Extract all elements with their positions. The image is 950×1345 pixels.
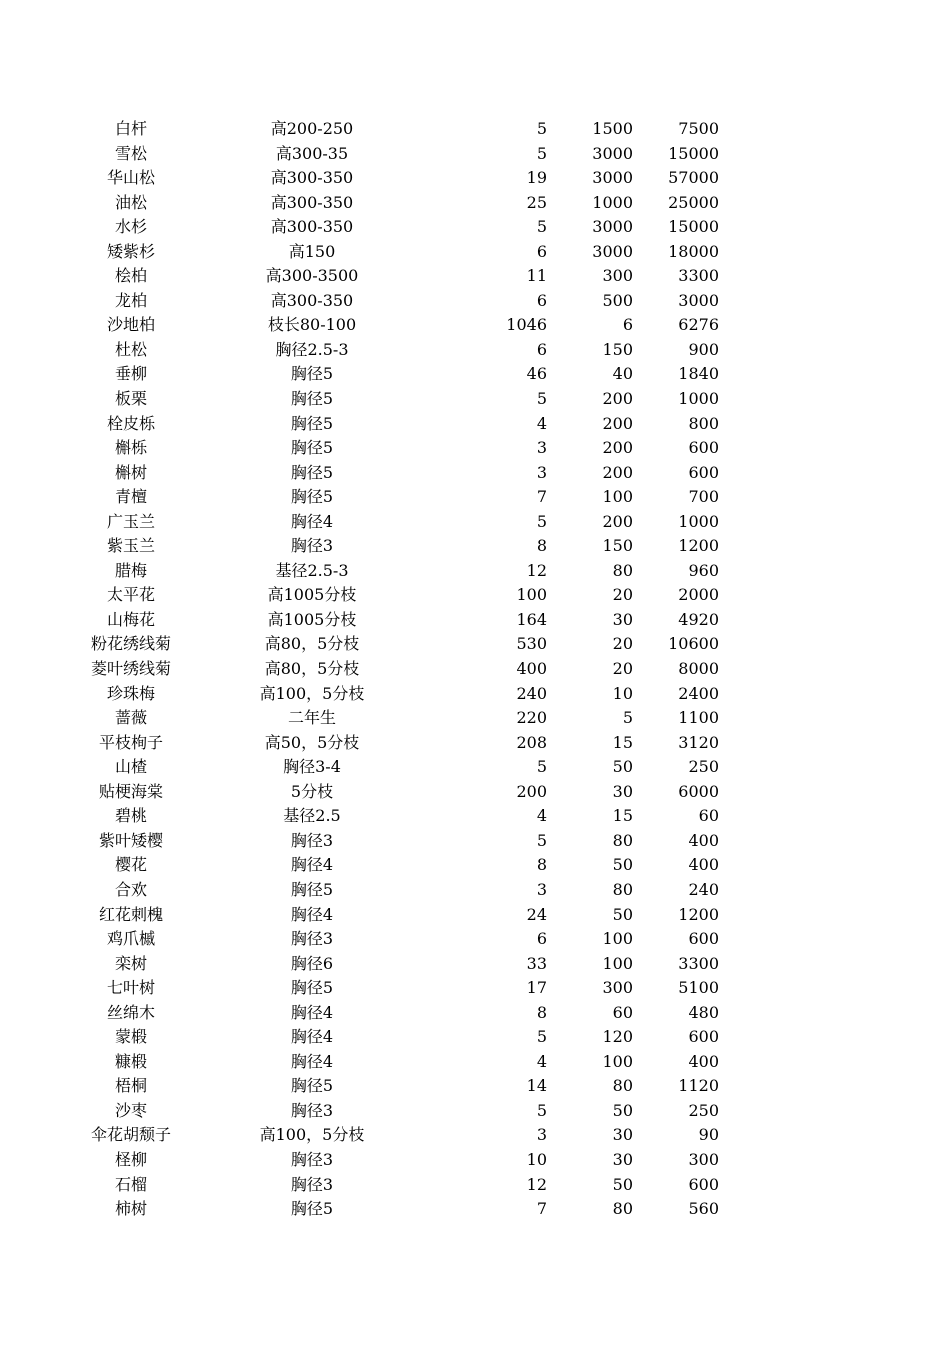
unit-price-cell: 150 — [602, 536, 633, 556]
quantity-cell: 8 — [536, 855, 547, 875]
total-cell: 18000 — [668, 241, 719, 261]
total-cell: 800 — [688, 413, 719, 433]
quantity-cell: 25 — [526, 192, 547, 212]
spec-cell: 高150 — [288, 241, 336, 261]
table-row — [0, 878, 950, 903]
spec-cell: 胸径4 — [290, 1027, 334, 1047]
plant-name-cell: 太平花 — [106, 585, 155, 605]
table-row — [0, 117, 950, 142]
unit-price-cell: 30 — [612, 609, 633, 629]
spec-cell: 胸径6 — [290, 953, 334, 973]
spec-cell: 枝长80-100 — [267, 315, 357, 335]
quantity-cell: 5 — [536, 143, 547, 163]
quantity-cell: 7 — [536, 1199, 547, 1219]
total-cell: 4920 — [678, 609, 719, 629]
spec-cell: 高50，5分枝 — [264, 732, 360, 752]
quantity-cell: 5 — [536, 389, 547, 409]
table-row — [0, 853, 950, 878]
spec-cell: 胸径4 — [290, 855, 334, 875]
quantity-cell: 208 — [516, 732, 547, 752]
plant-name-cell: 白杆 — [114, 119, 147, 138]
quantity-cell: 6 — [536, 290, 547, 310]
unit-price-cell: 200 — [602, 438, 633, 458]
plant-name-cell: 粉花绣线菊 — [90, 634, 171, 654]
table-row — [0, 289, 950, 314]
total-cell: 3000 — [678, 290, 719, 310]
unit-price-cell: 30 — [612, 1125, 633, 1145]
table-row — [0, 952, 950, 977]
unit-price-cell: 300 — [602, 266, 633, 286]
plant-name-cell: 杜松 — [114, 339, 147, 359]
plant-name-cell: 碧桃 — [114, 806, 147, 826]
total-cell: 300 — [688, 1149, 719, 1169]
unit-price-cell: 6 — [622, 315, 633, 335]
table-row — [0, 362, 950, 387]
total-cell: 250 — [688, 757, 719, 777]
unit-price-cell: 80 — [612, 1199, 633, 1219]
unit-price-cell: 60 — [612, 1002, 633, 1022]
spec-cell: 胸径5 — [290, 462, 334, 482]
quantity-cell: 3 — [536, 438, 547, 458]
plant-name-cell: 蒙椴 — [114, 1027, 147, 1047]
unit-price-cell: 80 — [612, 879, 633, 899]
spec-cell: 胸径3 — [290, 536, 334, 556]
quantity-cell: 5 — [536, 830, 547, 850]
total-cell: 600 — [688, 462, 719, 482]
spec-cell: 胸径3 — [290, 1100, 334, 1120]
spec-cell: 高300-3500 — [265, 266, 359, 286]
table-row — [0, 927, 950, 952]
plant-name-cell: 桧柏 — [114, 266, 147, 286]
unit-price-cell: 200 — [602, 413, 633, 433]
table-row — [0, 436, 950, 461]
total-cell: 700 — [688, 487, 719, 507]
table-row — [0, 166, 950, 191]
plant-name-cell: 华山松 — [106, 168, 155, 188]
spec-cell: 胸径3-4 — [283, 757, 341, 777]
total-cell: 250 — [688, 1100, 719, 1120]
table-row — [0, 412, 950, 437]
plant-name-cell: 七叶树 — [106, 978, 155, 998]
plant-name-cell: 油松 — [114, 192, 147, 212]
spec-cell: 胸径5 — [290, 1076, 334, 1096]
table-row — [0, 706, 950, 731]
spec-cell: 胸径4 — [290, 511, 334, 531]
total-cell: 400 — [688, 1051, 719, 1071]
table-row — [0, 976, 950, 1001]
plant-name-cell: 平枝栒子 — [98, 732, 163, 752]
plant-name-cell: 紫玉兰 — [106, 536, 155, 556]
quantity-cell: 24 — [526, 904, 547, 924]
unit-price-cell: 15 — [612, 806, 633, 826]
unit-price-cell: 100 — [602, 929, 633, 949]
spec-cell: 高100，5分枝 — [259, 683, 365, 703]
total-cell: 57000 — [668, 168, 719, 188]
spec-cell: 高300-350 — [270, 168, 354, 188]
plant-name-cell: 槲栎 — [114, 438, 147, 458]
spec-cell: 胸径5 — [290, 487, 334, 507]
quantity-cell: 6 — [536, 241, 547, 261]
quantity-cell: 5 — [536, 757, 547, 777]
table-row — [0, 608, 950, 633]
total-cell: 600 — [688, 1174, 719, 1194]
table-row — [0, 1099, 950, 1124]
plant-name-cell: 水杉 — [114, 217, 147, 237]
plant-name-cell: 石榴 — [114, 1174, 147, 1194]
total-cell: 480 — [688, 1002, 719, 1022]
total-cell: 600 — [688, 1027, 719, 1047]
spec-cell: 高300-350 — [270, 217, 354, 237]
table-row — [0, 1197, 950, 1222]
spec-cell: 5分枝 — [290, 781, 334, 801]
table-row — [0, 461, 950, 486]
spec-cell: 胸径3 — [290, 1174, 334, 1194]
table-row — [0, 903, 950, 928]
quantity-cell: 3 — [536, 879, 547, 899]
quantity-cell: 11 — [526, 266, 547, 286]
spec-cell: 胸径3 — [290, 1149, 334, 1169]
quantity-cell: 400 — [516, 659, 547, 679]
unit-price-cell: 20 — [612, 634, 633, 654]
table-row — [0, 240, 950, 265]
unit-price-cell: 3000 — [592, 143, 633, 163]
spec-cell: 高300-350 — [270, 192, 354, 212]
spec-cell: 高1005分枝 — [267, 609, 357, 629]
plant-name-cell: 柿树 — [114, 1199, 147, 1219]
unit-price-cell: 30 — [612, 1149, 633, 1169]
quantity-cell: 220 — [516, 708, 547, 728]
unit-price-cell: 200 — [602, 462, 633, 482]
table-row — [0, 1050, 950, 1075]
quantity-cell: 100 — [516, 585, 547, 605]
unit-price-cell: 20 — [612, 585, 633, 605]
total-cell: 960 — [688, 560, 719, 580]
total-cell: 10600 — [668, 634, 719, 654]
unit-price-cell: 20 — [612, 659, 633, 679]
total-cell: 240 — [688, 879, 719, 899]
spec-cell: 高80，5分枝 — [264, 659, 360, 679]
unit-price-cell: 300 — [602, 978, 633, 998]
spec-cell: 高100，5分枝 — [259, 1125, 365, 1145]
plant-name-cell: 雪松 — [114, 143, 147, 163]
plant-name-cell: 沙枣 — [114, 1100, 147, 1120]
total-cell: 7500 — [678, 119, 719, 138]
total-cell: 2000 — [678, 585, 719, 605]
quantity-cell: 200 — [516, 781, 547, 801]
table-row — [0, 657, 950, 682]
unit-price-cell: 50 — [612, 1100, 633, 1120]
plant-name-cell: 合欢 — [114, 879, 147, 899]
quantity-cell: 7 — [536, 487, 547, 507]
total-cell: 2400 — [678, 683, 719, 703]
quantity-cell: 6 — [536, 929, 547, 949]
plant-name-cell: 广玉兰 — [106, 511, 155, 531]
table-row — [0, 313, 950, 338]
plant-name-cell: 鸡爪槭 — [106, 929, 155, 949]
unit-price-cell: 3000 — [592, 168, 633, 188]
spec-cell: 胸径5 — [290, 389, 334, 409]
spec-cell: 高300-35 — [275, 143, 349, 163]
spec-cell: 胸径5 — [290, 879, 334, 899]
unit-price-cell: 15 — [612, 732, 633, 752]
quantity-cell: 3 — [536, 1125, 547, 1145]
unit-price-cell: 10 — [612, 683, 633, 703]
spec-cell: 高80，5分枝 — [264, 634, 360, 654]
unit-price-cell: 50 — [612, 904, 633, 924]
table-row — [0, 510, 950, 535]
table-row — [0, 338, 950, 363]
spec-cell: 胸径5 — [290, 364, 334, 384]
plant-name-cell: 矮紫杉 — [106, 241, 155, 261]
unit-price-cell: 3000 — [592, 241, 633, 261]
total-cell: 15000 — [668, 143, 719, 163]
table-row — [0, 829, 950, 854]
unit-price-cell: 500 — [602, 290, 633, 310]
table-row — [0, 559, 950, 584]
quantity-cell: 4 — [536, 806, 547, 826]
quantity-cell: 6 — [536, 339, 547, 359]
total-cell: 900 — [688, 339, 719, 359]
plant-name-cell: 红花刺槐 — [98, 904, 163, 924]
total-cell: 600 — [688, 929, 719, 949]
quantity-cell: 5 — [536, 511, 547, 531]
table-row — [0, 755, 950, 780]
spec-cell: 胸径5 — [290, 438, 334, 458]
unit-price-cell: 100 — [602, 953, 633, 973]
plant-name-cell: 珍珠梅 — [106, 683, 155, 703]
table-row — [0, 1001, 950, 1026]
quantity-cell: 5 — [536, 1100, 547, 1120]
spec-cell: 胸径3 — [290, 830, 334, 850]
total-cell: 400 — [688, 830, 719, 850]
quantity-cell: 5 — [536, 119, 547, 138]
spec-cell: 胸径5 — [290, 1199, 334, 1219]
table-row — [0, 1025, 950, 1050]
plant-table — [0, 117, 950, 1222]
total-cell: 560 — [688, 1199, 719, 1219]
unit-price-cell: 120 — [602, 1027, 633, 1047]
total-cell: 5100 — [678, 978, 719, 998]
unit-price-cell: 1500 — [592, 119, 633, 138]
total-cell: 15000 — [668, 217, 719, 237]
unit-price-cell: 3000 — [592, 217, 633, 237]
quantity-cell: 530 — [516, 634, 547, 654]
plant-name-cell: 伞花胡颓子 — [90, 1125, 171, 1145]
plant-name-cell: 槲树 — [114, 462, 147, 482]
spec-cell: 胸径4 — [290, 904, 334, 924]
unit-price-cell: 80 — [612, 560, 633, 580]
table-row — [0, 1074, 950, 1099]
unit-price-cell: 150 — [602, 339, 633, 359]
table-row — [0, 191, 950, 216]
spec-cell: 胸径5 — [290, 413, 334, 433]
plant-name-cell: 糠椴 — [114, 1051, 147, 1071]
plant-name-cell: 蔷薇 — [114, 708, 147, 728]
unit-price-cell: 200 — [602, 511, 633, 531]
spec-cell: 胸径4 — [290, 1051, 334, 1071]
unit-price-cell: 80 — [612, 830, 633, 850]
plant-name-cell: 山梅花 — [106, 609, 155, 629]
plant-name-cell: 板栗 — [114, 389, 147, 409]
total-cell: 90 — [698, 1125, 719, 1145]
plant-name-cell: 青檀 — [114, 487, 147, 507]
quantity-cell: 240 — [516, 683, 547, 703]
total-cell: 600 — [688, 438, 719, 458]
quantity-cell: 5 — [536, 217, 547, 237]
spec-cell: 胸径4 — [290, 1002, 334, 1022]
total-cell: 3300 — [678, 266, 719, 286]
spec-cell: 胸径5 — [290, 978, 334, 998]
plant-name-cell: 柽柳 — [114, 1149, 147, 1169]
plant-name-cell: 龙柏 — [114, 290, 147, 310]
quantity-cell: 17 — [526, 978, 547, 998]
table-row — [0, 264, 950, 289]
plant-name-cell: 垂柳 — [114, 364, 147, 384]
unit-price-cell: 100 — [602, 487, 633, 507]
table-row — [0, 387, 950, 412]
table-row — [0, 1148, 950, 1173]
total-cell: 1200 — [678, 536, 719, 556]
plant-name-cell: 菱叶绣线菊 — [90, 659, 171, 679]
plant-name-cell: 山楂 — [114, 757, 147, 777]
total-cell: 1000 — [678, 389, 719, 409]
spec-cell: 基径2.5 — [283, 806, 341, 826]
total-cell: 1120 — [678, 1076, 719, 1096]
total-cell: 1100 — [678, 708, 719, 728]
spec-cell: 二年生 — [287, 708, 336, 728]
table-row — [0, 1173, 950, 1198]
quantity-cell: 8 — [536, 1002, 547, 1022]
table-row — [0, 485, 950, 510]
total-cell: 1000 — [678, 511, 719, 531]
total-cell: 3120 — [678, 732, 719, 752]
quantity-cell: 10 — [526, 1149, 547, 1169]
quantity-cell: 12 — [526, 1174, 547, 1194]
unit-price-cell: 80 — [612, 1076, 633, 1096]
plant-name-cell: 腊梅 — [114, 560, 147, 580]
spec-cell: 高200-250 — [270, 119, 354, 138]
quantity-cell: 14 — [526, 1076, 547, 1096]
quantity-cell: 4 — [536, 1051, 547, 1071]
plant-name-cell: 丝绵木 — [106, 1002, 155, 1022]
plant-name-cell: 栾树 — [114, 953, 147, 973]
unit-price-cell: 50 — [612, 757, 633, 777]
quantity-cell: 164 — [516, 609, 547, 629]
quantity-cell: 1046 — [506, 315, 547, 335]
total-cell: 60 — [698, 806, 719, 826]
table-row — [0, 804, 950, 829]
unit-price-cell: 30 — [612, 781, 633, 801]
unit-price-cell: 40 — [612, 364, 633, 384]
spec-cell: 胸径2.5-3 — [275, 339, 349, 359]
table-row — [0, 780, 950, 805]
table-row — [0, 142, 950, 167]
plant-name-cell: 贴梗海棠 — [98, 781, 163, 801]
quantity-cell: 33 — [526, 953, 547, 973]
total-cell: 8000 — [678, 659, 719, 679]
table-row — [0, 215, 950, 240]
quantity-cell: 19 — [526, 168, 547, 188]
table-row — [0, 731, 950, 756]
total-cell: 6276 — [678, 315, 719, 335]
spec-cell: 高1005分枝 — [267, 585, 357, 605]
table-row — [0, 632, 950, 657]
total-cell: 3300 — [678, 953, 719, 973]
total-cell: 400 — [688, 855, 719, 875]
spec-cell: 胸径3 — [290, 929, 334, 949]
quantity-cell: 8 — [536, 536, 547, 556]
spec-cell: 基径2.5-3 — [275, 560, 349, 580]
plant-name-cell: 梧桐 — [114, 1076, 147, 1096]
table-row — [0, 682, 950, 707]
spec-cell: 高300-350 — [270, 290, 354, 310]
table-row — [0, 583, 950, 608]
quantity-cell: 4 — [536, 413, 547, 433]
total-cell: 25000 — [668, 192, 719, 212]
quantity-cell: 5 — [536, 1027, 547, 1047]
table-row — [0, 1123, 950, 1148]
plant-name-cell: 紫叶矮樱 — [98, 830, 163, 850]
unit-price-cell: 200 — [602, 389, 633, 409]
unit-price-cell: 50 — [612, 855, 633, 875]
plant-name-cell: 栓皮栎 — [106, 413, 155, 433]
unit-price-cell: 100 — [602, 1051, 633, 1071]
total-cell: 6000 — [678, 781, 719, 801]
quantity-cell: 12 — [526, 560, 547, 580]
plant-name-cell: 沙地柏 — [106, 315, 155, 335]
unit-price-cell: 50 — [612, 1174, 633, 1194]
plant-name-cell: 樱花 — [114, 855, 147, 875]
unit-price-cell: 1000 — [592, 192, 633, 212]
quantity-cell: 46 — [526, 364, 547, 384]
quantity-cell: 3 — [536, 462, 547, 482]
total-cell: 1840 — [678, 364, 719, 384]
unit-price-cell: 5 — [622, 708, 633, 728]
table-row — [0, 534, 950, 559]
total-cell: 1200 — [678, 904, 719, 924]
